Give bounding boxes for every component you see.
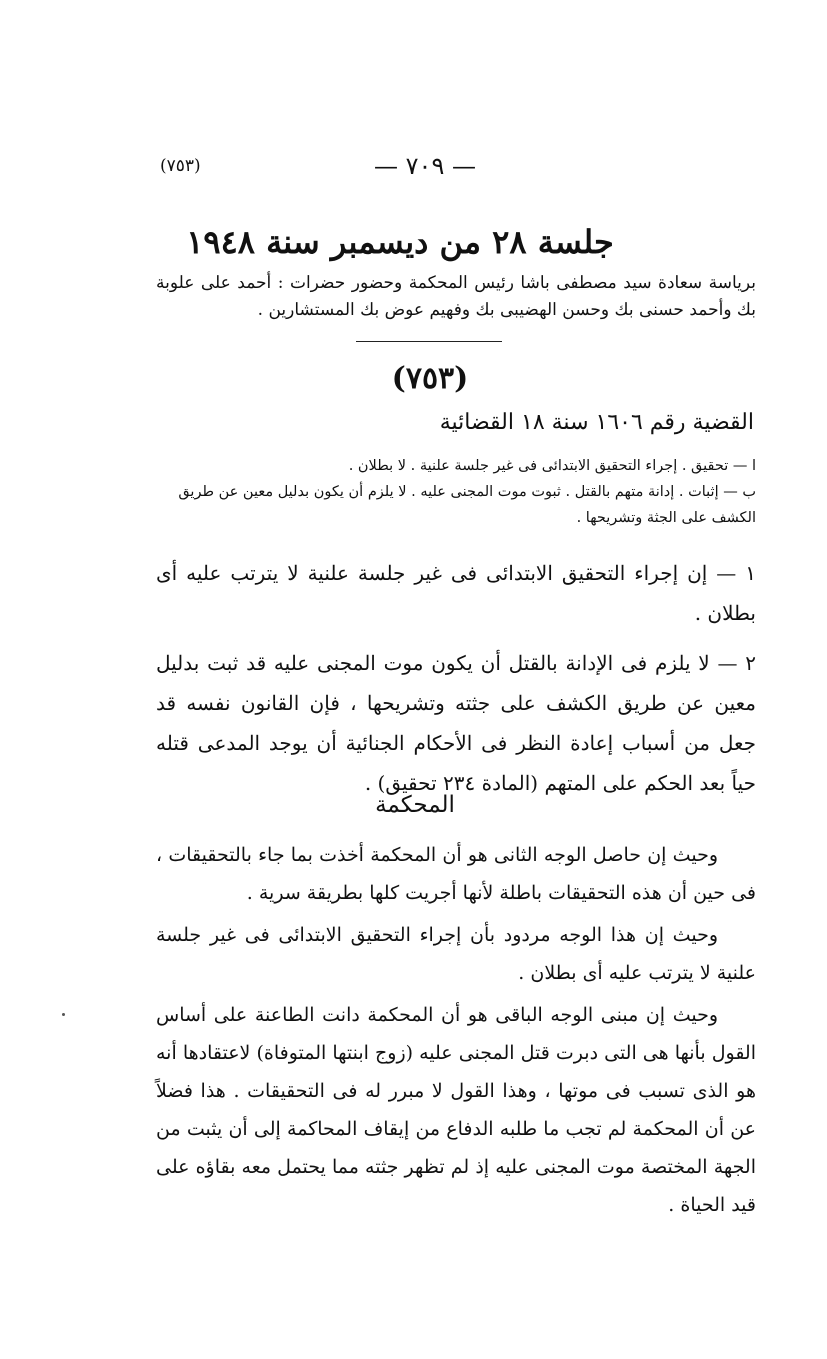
- margin-mark: [62, 1013, 65, 1016]
- case-number: (٧٥٣): [391, 361, 469, 396]
- judgment-paragraph: وحيث إن مبنى الوجه الباقى هو أن المحكمة دانت الطاعنة على أساس القول بأنها هى التى دبرت قتل المجنى عليه (زوج ابنتها المتوفاة) لاعتقادها أنه هو الذى تسبب فى موتها ، وهذا القول لا مبرر له فى التحقيقات . هذا فضلاً عن أن المحكمة لم تجب ما طلبه الدفاع من إيقاف المحاكمة إلى أن يثبت من الجهة المختصة موت المجنى عليه إذ لم تظهر جثته مما يحتمل معه بقاؤه على قيد الحياة .: [156, 1004, 756, 1216]
- court-heading: المحكمة: [375, 792, 455, 818]
- judgment-text: [156, 836, 756, 1228]
- legal-principles: [156, 553, 756, 803]
- case-title: القضية رقم ١٦٠٦ سنة ١٨ القضائية: [439, 410, 754, 435]
- summary-item: ا — تحقيق . إجراء التحقيق الابتدائى فى غير جلسة علنية . لا بطلان .: [348, 458, 756, 474]
- principle-paragraph: ١ — إن إجراء التحقيق الابتدائى فى غير جلسة علنية لا يترتب عليه أى بطلان .: [156, 561, 756, 625]
- session-title: جلسة ٢٨ من ديسمبر سنة ١٩٤٨: [186, 223, 614, 261]
- page-number: — ٧٠٩ —: [374, 152, 476, 180]
- principle-paragraph: ٢ — لا يلزم فى الإدانة بالقتل أن يكون موت المجنى عليه قد ثبت بدليل معين عن طريق الكشف على جثته وتشريحها ، فإن القانون نفسه قد جعل من أسباب إعادة النظر فى الأحكام الجنائية أن يوجد المدعى قتله حياً بعد الحكم على المتهم (المادة ٢٣٤ تحقيق) .: [156, 651, 756, 795]
- case-reference-number: (٧٥٣): [160, 156, 201, 176]
- judgment-paragraph: وحيث إن هذا الوجه مردود بأن إجراء التحقيق الابتدائى فى غير جلسة علنية لا يترتب عليه أى بطلان .: [156, 924, 756, 984]
- summary-item: ب — إثبات . إدانة متهم بالقتل . ثبوت موت المجنى عليه . لا يلزم أن يكون بدليل معين عن طريق الكشف على الجثة وتشريحها .: [178, 484, 756, 526]
- case-summary: [156, 453, 756, 531]
- divider: [356, 341, 502, 342]
- judgment-paragraph: وحيث إن حاصل الوجه الثانى هو أن المحكمة أخذت بما جاء بالتحقيقات ، فى حين أن هذه التحقيقات باطلة لأنها أجريت كلها بطريقة سرية .: [156, 844, 756, 904]
- court-presidency: برياسة سعادة سيد مصطفى باشا رئيس المحكمة وحضور حضرات : أحمد على علوبة بك وأحمد حسنى بك وحسن الهضيبى بك وفهيم عوض بك المستشارين .: [156, 273, 756, 320]
